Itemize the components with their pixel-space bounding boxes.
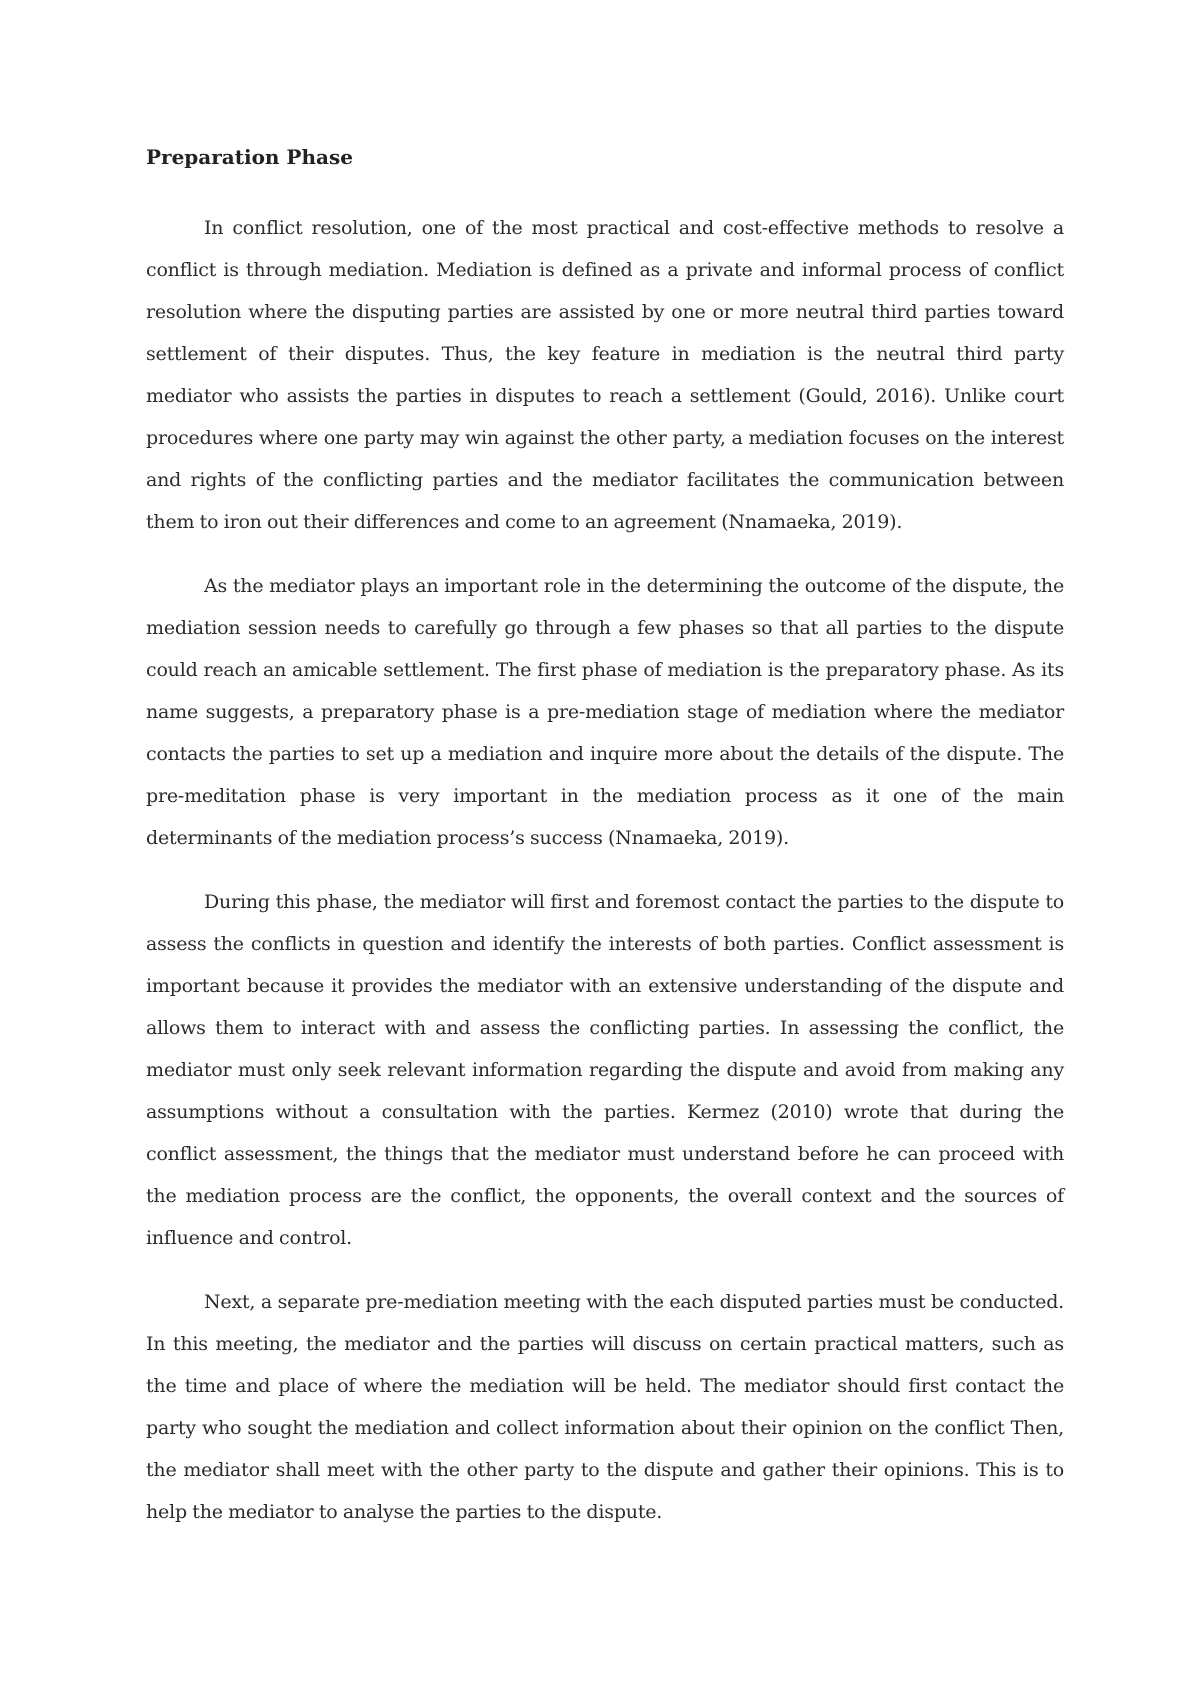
paragraph-1: In conflict resolution, one of the most practical and cost-effective methods to resolve a conflict is through mediation. Mediation is defined as a private and informal process of conflict resolution where the disputing parties are assisted by one or more neutral third parties toward settlement of their disputes. Thus, the key feature in mediation is the neutral third party mediator who assists the parties in disputes to reach a settlement (Gould, 2016). Unlike court procedures where one party may win against the other party, a mediation focuses on the interest and rights of the conflicting parties and the mediator facilitates the communication between them to iron out their differences and come to an agreement (Nnamaeka, 2019). [146,217,1064,533]
paragraph-3: During this phase, the mediator will first and foremost contact the parties to the dispute to assess the conflicts in question and identify the interests of both parties. Conflict assessment is important because it provides the mediator with an extensive understanding of the dispute and allows them to interact with and assess the conflicting parties. In assessing the conflict, the mediator must only seek relevant information regarding the dispute and avoid from making any assumptions without a consultation with the parties. Kermez (2010) wrote that during the conflict assessment, the things that the mediator must understand before he can proceed with the mediation process are the conflict, the opponents, the overall context and the sources of influence and control. [146,891,1064,1249]
paragraph-4: Next, a separate pre-mediation meeting with the each disputed parties must be conducted. In this meeting, the mediator and the parties will discuss on certain practical matters, such as the time and place of where the mediation will be held. The mediator should first contact the party who sought the mediation and collect information about their opinion on the conflict Then, the mediator shall meet with the other party to the dispute and gather their opinions. This is to help the mediator to analyse the parties to the dispute. [146,1291,1064,1523]
section-heading: Preparation Phase [146,145,353,169]
paragraph-2: As the mediator plays an important role in the determining the outcome of the dispute, the mediation session needs to carefully go through a few phases so that all parties to the dispute could reach an amicable settlement. The first phase of mediation is the preparatory phase. As its name suggests, a preparatory phase is a pre-mediation stage of mediation where the mediator contacts the parties to set up a mediation and inquire more about the details of the dispute. The pre-meditation phase is very important in the mediation process as it one of the main determinants of the mediation process’s success (Nnamaeka, 2019). [146,575,1064,849]
